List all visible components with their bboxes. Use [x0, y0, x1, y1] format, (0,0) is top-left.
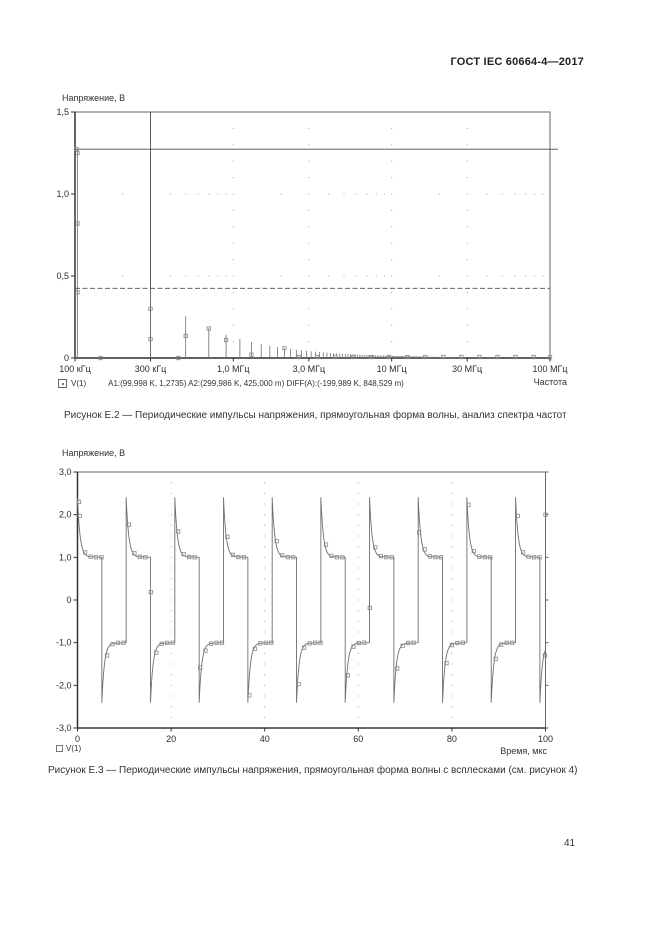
y-tick-label: 1,0 [58, 552, 72, 563]
x-tick-label: 1,0 МГц [217, 364, 250, 374]
chart2-x-axis-title: Время, мкс [500, 746, 547, 756]
y-tick-label: -3,0 [55, 723, 72, 733]
chart1-legend-series: V(1) [71, 379, 87, 388]
x-tick-label: 20 [166, 734, 177, 744]
trace-symbol-icon [56, 745, 63, 752]
x-tick-label: 300 кГц [134, 364, 167, 374]
plot-frame [78, 472, 546, 728]
x-tick-label: 30 МГц [452, 364, 483, 374]
grid-dots [171, 483, 452, 718]
y-tick-label: 1,0 [56, 189, 69, 199]
y-tick-label: 0,5 [56, 271, 69, 281]
x-tick-label: 3,0 МГц [292, 364, 326, 374]
trace-symbol-icon [58, 379, 67, 388]
figure-e2-caption: Рисунок Е.2 — Периодические импульсы напряжения, прямоугольная форма волны, анализ спектра частот [64, 410, 567, 421]
waveform-markers [77, 500, 547, 697]
y-tick-label: 2,0 [58, 509, 72, 520]
chart2-legend [56, 744, 81, 753]
x-tick-label: 40 [259, 734, 270, 744]
y-tick-label: 0 [66, 595, 72, 605]
y-tick-label: 0 [63, 353, 69, 363]
spectrum-markers [75, 147, 552, 359]
chart1-x-axis-title: Частота [533, 377, 567, 387]
x-tick-label: 80 [446, 734, 457, 744]
grid-dots [123, 128, 543, 341]
chart1-y-axis-title: Напряжение, В [62, 93, 126, 103]
x-tick-label: 10 МГц [376, 364, 407, 374]
chart2-y-axis-title: Напряжение, В [62, 448, 126, 458]
x-tick-label: 100 кГц [59, 364, 91, 374]
spectrum-trace [75, 149, 550, 358]
page-number: 41 [564, 838, 576, 849]
chart1-legend [58, 379, 404, 388]
chart1-cursor-readout: A1:(99,998 K, 1,2735) A2:(299,986 K, 425,000 m) DIFF(A):(-199,989 K, 848,529 m) [108, 379, 404, 388]
y-tick-label: 1,5 [56, 107, 69, 117]
chart2-legend-series: V(1) [66, 744, 82, 753]
page-header: ГОСТ IEC 60664-4—2017 [450, 56, 584, 68]
waveform-trace [78, 498, 545, 703]
x-tick-label: 100 МГц [532, 364, 568, 374]
x-tick-label: 100 [537, 734, 554, 744]
figure-e3-caption: Рисунок Е.3 — Периодические импульсы напряжения, прямоугольная форма волны с всплесками (см. рисунок 4) [48, 765, 578, 776]
y-tick-label: 3,0 [58, 467, 72, 477]
y-tick-label: -1,0 [55, 637, 72, 648]
x-tick-label: 60 [353, 734, 364, 744]
x-tick-label: 0 [74, 734, 81, 744]
y-tick-label: -2,0 [55, 680, 72, 691]
